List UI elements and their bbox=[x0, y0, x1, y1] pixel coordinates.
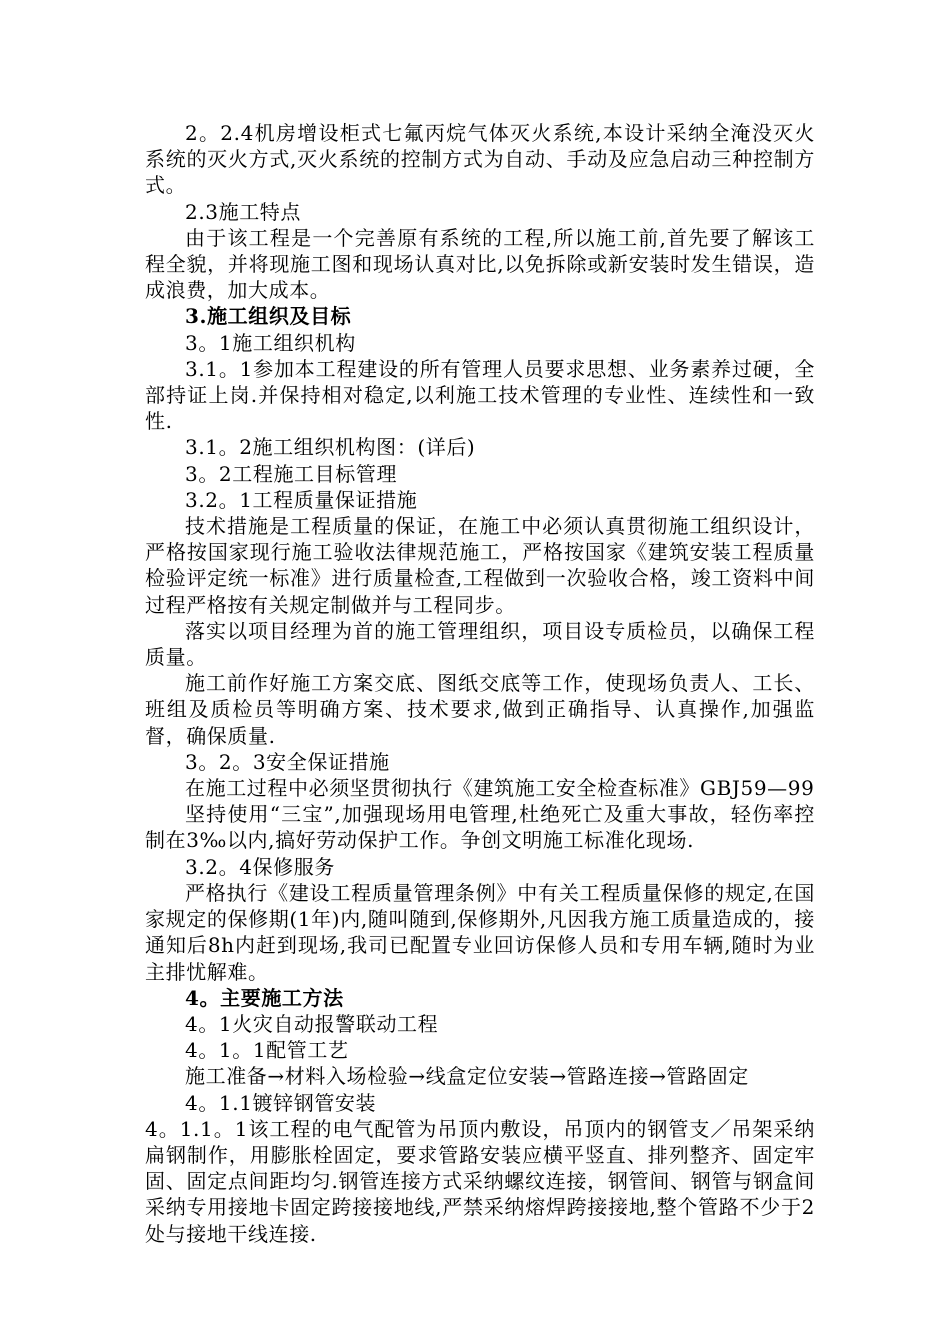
chapter-heading: 4。主要施工方法 bbox=[185, 985, 344, 1010]
paragraph: 施工前作好施工方案交底、图纸交底等工作，使现场负责人、工长、班组及质检员等明确方案、技术要求,做到正确指导、认真操作,加强监督，确保质量. bbox=[145, 671, 815, 748]
section-heading: 2.3施工特点 bbox=[185, 199, 302, 224]
paragraph: 在施工过程中必须坚贯彻执行《建筑施工安全检查标准》GBJ59—99 bbox=[185, 776, 815, 801]
subsection-heading: 3.2。1工程质量保证措施 bbox=[185, 487, 418, 512]
paragraph: 坚持使用“三宝”,加强现场用电管理,杜绝死亡及重大事故，轻伤率控制在3‰以内,搞好劳动保护工作。争创文明施工标准化现场. bbox=[145, 802, 815, 853]
section-heading: 4。1火灾自动报警联动工程 bbox=[185, 1011, 439, 1036]
paragraph: 3.1。1参加本工程建设的所有管理人员要求思想、业务素养过硬，全部持证上岗.并保持相对稳定,以利施工技术管理的专业性、连续性和一致性. bbox=[145, 356, 815, 434]
subsection-heading: 4。1。1配管工艺 bbox=[185, 1038, 349, 1063]
paragraph: 落实以项目经理为首的施工管理组织，项目设专质检员，以确保工程质量。 bbox=[145, 618, 815, 670]
paragraph: 3.1。2施工组织机构图：(详后) bbox=[185, 435, 476, 460]
paragraph: 严格执行《建设工程质量管理条例》中有关工程质量保修的规定,在国家规定的保修期(1年)内,随叫随到,保修期外,凡因我方施工质量造成的，接通知后8h内赶到现场,我司已配置专业回访保修人员和专用车辆,随时为业主排忧解难。 bbox=[145, 880, 815, 984]
subsection-heading: 4。1.1镀锌钢管安装 bbox=[185, 1090, 377, 1115]
paragraph: 由于该工程是一个完善原有系统的工程,所以施工前,首先要了解该工程全貌，并将现施工图和现场认真对比,以免拆除或新安装时发生错误，造成浪费，加大成本。 bbox=[145, 225, 815, 303]
paragraph: 4。1.1。1该工程的电气配管为吊顶内敷设，吊顶内的钢管支／吊架采纳扁钢制作，用膨胀栓固定，要求管路安装应横平竖直、排列整齐、固定牢固、固定点间距均匀.钢管连接方式采纳螺纹连接，钢管间、钢管与钢盒间采纳专用接地卡固定跨接接地线,严禁采纳熔焊跨接接地,整个管路不少于2处与接地干线连接. bbox=[145, 1116, 815, 1246]
paragraph: 技术措施是工程质量的保证，在施工中必须认真贯彻施工组织设计，严格按国家现行施工验收法律规范施工，严格按国家《建筑安装工程质量检验评定统一标准》进行质量检查,工程做到一次验收合格，竣工资料中间过程严格按有关规定制做并与工程同步。 bbox=[145, 514, 815, 617]
document-page bbox=[145, 120, 815, 1247]
subsection-heading: 3。2。3安全保证措施 bbox=[185, 749, 390, 774]
subsection-heading: 3.2。4保修服务 bbox=[185, 854, 335, 879]
chapter-heading: 3.施工组织及目标 bbox=[185, 304, 352, 329]
section-heading: 3。1施工组织机构 bbox=[185, 330, 356, 355]
section-heading: 3。2工程施工目标管理 bbox=[185, 461, 398, 486]
paragraph: 施工准备→材料入场检验→线盒定位安装→管路连接→管路固定 bbox=[185, 1064, 749, 1089]
paragraph: 2。2.4机房增设柜式七氟丙烷气体灭火系统,本设计采纳全淹没灭火系统的灭火方式,灭火系统的控制方式为自动、手动及应急启动三种控制方式。 bbox=[145, 121, 815, 198]
